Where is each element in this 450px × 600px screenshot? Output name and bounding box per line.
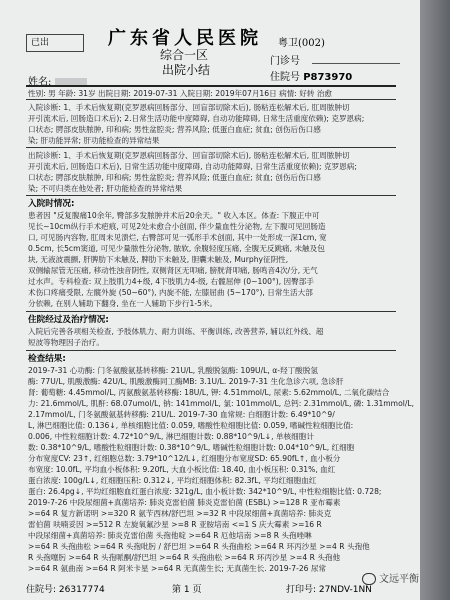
admission-line: 分依赖, 在别人辅助下翻身, 坐在一人辅助下步行1-5米。: [28, 299, 218, 308]
name-label: 姓名:: [28, 77, 52, 88]
exam-line: 数: 0.38*10^9/L, 嗜酸性粒细胞计数: 0.38*10^9/L, 嗜碱性粒细胞计数: 0.04*10^9/L, 红细胞: [28, 443, 355, 452]
discharge-course-title: 住院经过及治疗情况:: [28, 315, 109, 325]
document-type: 出院小结: [162, 63, 211, 77]
admission-line: 0.5cm, 长5cm窦道, 可见少量脓性分泌物, 脓软, 余腹轻度压痛, 全腹无反跳痛, 未触及包: [28, 244, 325, 253]
diagnosis-line: 入院诊断: 1、手术后恢复期(克罗恩病回肠部分、回盲部切除术后), 肠粘连松解术后, 肛周脓肿切: [28, 103, 350, 112]
outpatient-field-line: [312, 63, 400, 64]
admission-line: 块, 无液波震颤, 肝脾肋下未触及, 脾肋下未触及, 胆囊未触及, Murphy征阴性,: [28, 255, 289, 264]
diagnosis-line: 开引流术后, 回肠造口术后); 2.日常生活功能中度障碍, 自动功能障碍, 日常生活重度依赖); 克罗恩病;: [28, 114, 365, 123]
watermark-text: 文远平衡: [379, 574, 419, 585]
admission-title: 入院时情况:: [28, 199, 75, 209]
exam-line: 蛋白浓度: 100g/L↓, 红细胞压积: 0.312↓, 平均红细胞体积: 82.3fL, 平均红细胞血红: [28, 476, 317, 485]
exam-line: R 头孢噻肟 >=64 R 头孢哌酮/舒巴坦 >=64 R 头孢曲松 >=64 R 环丙沙星 >=4 R 头孢他: [28, 553, 341, 562]
exam-line: >=64 R 复方新诺明 >=320 R 氨苄西林/舒巴坦 >=32 R 中段尿细菌+真菌培养: 肺炎克: [28, 509, 332, 518]
exam-line: 雷伯菌 呋喃妥因 >=512 R 左旋氧氟沙星 >=8 R 亚胺培南 <=1 S 庆大霉素 >=16 R: [28, 520, 322, 529]
exam-line: >=64 R 头孢曲松 >=64 R 头孢吡肟 / 舒巴坦 >=64 R 头孢曲松 >=64 R 环丙沙星 >=4 R 头孢他: [28, 542, 370, 551]
diagnosis-line: 出院诊断: 1、手术后恢复期(克罗恩病回肠部分、回盲部切除术后), 肠粘连松解术后, 肛周脓肿切: [28, 151, 350, 160]
admission-line: 见长~10cm纵行手术疤痕, 可见2处未愈合小创面, 伴少量血性分泌物, 左下腹可见回肠造: [28, 222, 326, 231]
inpatient-number: [270, 68, 352, 83]
discharge-stamp: 已出: [26, 34, 84, 52]
exam-line: 布宽度: 10.0fL, 平均血小板体积: 9.20fL, 大血小板比值: 18.40, 血小板压积: 0.31%, 血红: [28, 465, 336, 474]
department: 综合一区: [160, 48, 209, 62]
footer-page: 第 1 页: [172, 585, 202, 595]
inpatient-label: 住院号: [270, 72, 300, 83]
diagnosis-line: 口状态; 腭部皮肤脓肿, 印和病; 男性盆腔炎; 营养风险; 低蛋白血症; 贫血; 创伤后伤口感: [28, 125, 321, 134]
exam-line: 酶: 77U/L, 肌酸激酶: 42U/L, 肌酸激酶同工酶MB: 3.1U/L. 2019-7-31 生化急诊六项, 急诊肝: [28, 377, 344, 386]
discharge-line: 短波等物理因子治疗。: [28, 338, 104, 347]
diagnosis-line: 口状态; 腭部皮肤脓肿, 印和病; 男性盆腔炎; 营养风险; 低蛋白血症; 贫血; 创伤后伤口感: [28, 173, 321, 182]
divider: [26, 147, 396, 148]
hospital-name: 广东省人民医院: [108, 28, 262, 49]
diagnosis-line: 染; 不可归类在他处者; 肝功能检查的异常结果: [28, 184, 183, 193]
admission-line: 口, 可见肠内容物, 肛周未见溃烂, 右臀部可见一弧形手术创面, 其中一处形成一深1cm, 宽: [28, 233, 327, 242]
discharge-line: 入院后完善各项相关检查, 予肢体肌力、耐力训练、平衡训练, 改善营养, 辅以红外线、超: [28, 327, 324, 336]
divider: [26, 195, 396, 196]
exam-line: 蛋白: 26.4pg↓, 平均红细胞血红蛋白浓度: 321g/L, 血小板计数: 342*10^9/L, 中性粒细胞比值: 0.728;: [28, 487, 382, 496]
yue-wei-code: 粤卫(002): [278, 38, 325, 49]
inpatient-value: P873970: [303, 72, 353, 83]
diagnosis-line: 染; 肝功能异常; 肝功能检查的异常结果: [28, 136, 160, 145]
admission-line: 双侧输尿管无压痛, 移动性浊音阴性, 双侧肾区无叩痛, 膀胱肾叩痛, 肠鸣音4次/分, 无气: [28, 266, 318, 275]
exam-line: 肾: 葡萄糖: 4.45mmol/L, 丙氨酸氨基转移酶: 18U/L, 钾: 4.51mmol/L, 尿素: 5.62mmol/L, 二氧化碳结合: [28, 388, 390, 397]
diagnosis-line: 开引流术后, 回肠造口术后), 日常生活功能中度障碍, 自动功能障碍, 日常生活重度依赖); 克罗恩病;: [28, 162, 357, 171]
exam-line: L, 淋巴细胞比值: 0.136↓, 单核细胞比值: 0.059, 嗜酸性粒细胞比值: 0.059, 嗜碱性粒细胞比值:: [28, 421, 354, 430]
watermark: [362, 570, 419, 585]
divider: [26, 311, 396, 312]
admission-line: 术伤口疼痛受限, 左髋外旋 (50~60°), 内旋不能, 左膝屈曲 (5~170°), 日常生活大部: [28, 288, 313, 297]
exam-line: 分布宽度CV: 23↑, 红细胞总数: 3.79*10^12/L↓, 红细胞分布宽度SD: 65.90fL↑, 血小板分: [28, 454, 341, 463]
exam-line: 2019-7-26 中段尿细菌+真菌培养: 肺炎克雷伯菌 肺炎克雷伯菌 (ESBL) >=128 R 亚布霉素: [28, 498, 341, 507]
divider: [26, 350, 396, 351]
footer-print-no: 打印号: 27NDV-1NN: [286, 585, 372, 595]
outpatient-label: 门诊号: [270, 56, 300, 67]
divider: [26, 99, 396, 100]
exam-line: 0.006, 中性粒细胞计数: 4.72*10^9/L, 淋巴细胞计数: 0.88*10^9/L↓, 单核细胞计: [28, 432, 314, 441]
wechat-icon: [362, 573, 376, 585]
exam-line: 2019-7-31 心功酶: 门冬氨酸氨基转移酶: 21U/L, 乳酸脱氢酶: 109U/L, α-羟丁酸脱氢: [28, 366, 318, 375]
header-rule: [26, 85, 396, 87]
admission-line: 过水声。专科检查: 双上肢肌力4+级, 4下肢肌力4-级, 右髋屈伸 (0~100°), 因臀部手: [28, 277, 314, 286]
exam-line: 力: 21.6mmol/L, 肌酐: 68.07umol/L, 钠: 141mmol/L, 氯: 101mmol/L, 总钙: 2.31mmol/L, 磷: 1.31mmol/L,: [28, 399, 415, 408]
exam-line: 中段尿细菌+真菌培养: 肺炎克雷伯菌 头孢他啶 >=64 R 厄他培南 >=8 R 头孢唑啉: [28, 531, 312, 540]
footer-inpatient-no: 住院号: 26317774: [26, 585, 105, 595]
exam-title: 检查结果:: [28, 354, 66, 364]
exam-line: >=64 R 氨曲南 >=64 R 阿米卡星 >=64 R 无真菌生长; 无真菌生长. 2019-7-26 尿常: [28, 564, 327, 573]
admission-line: 患者因 "反复腹痛10余年, 臀部多发脓肿并术后20余天。" 收入本区。体查: 下腹正中可: [28, 211, 320, 220]
page-fold-shadow: [420, 0, 450, 600]
exam-line: 2.17mmol/L, 门冬氨酸氨基转移酶: 21U/L. 2019-7-30 血常规: 白细胞计数: 6.49*10^9/: [28, 410, 335, 419]
patient-info-line: 性别: 男 年龄: 31岁 出院日期: 2019-07-31 入院日期: 2019年07月16日 病情: 好转 治愈: [28, 89, 333, 98]
